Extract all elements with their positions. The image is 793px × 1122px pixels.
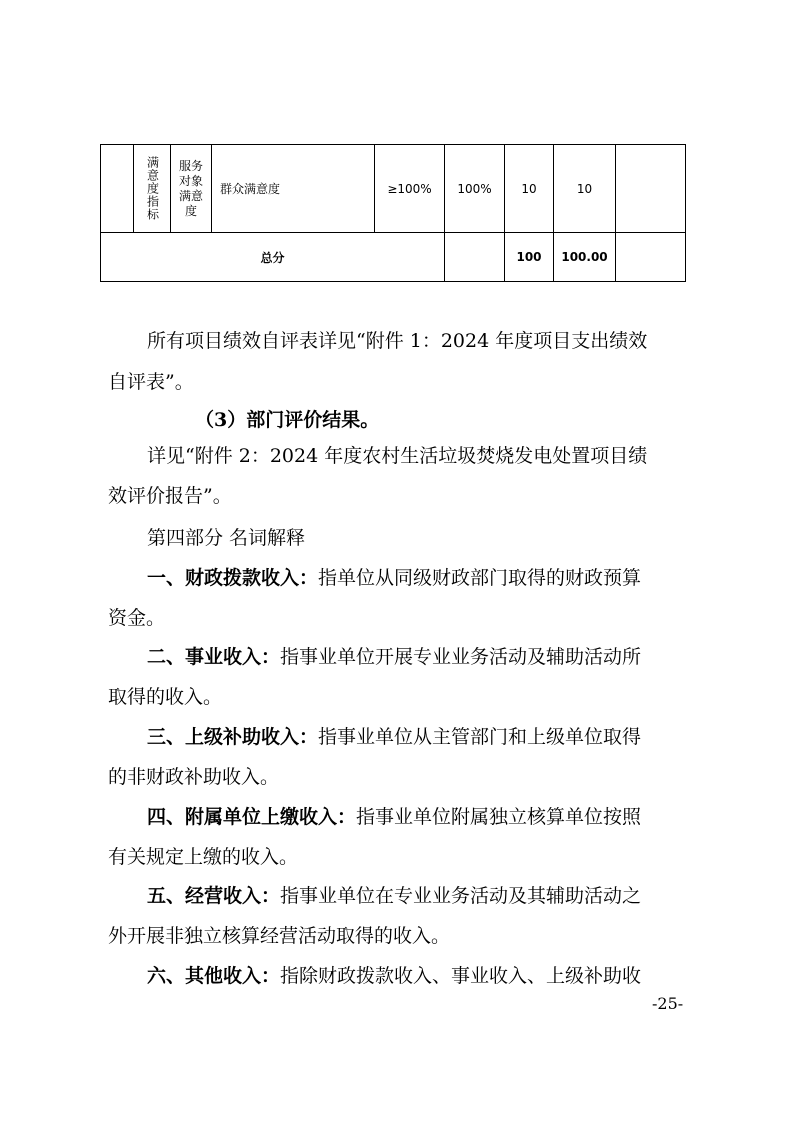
page-number: -25- [652,994,684,1013]
paragraph-line: 详见“附件 2：2024 年度农村生活垃圾焚烧发电处置项目绩 [147,445,648,467]
paragraph-line: 资金。 [108,607,166,629]
table-cell-indicator-name: 群众满意度 [220,182,281,196]
table-total-score: 100.00 [561,250,608,264]
paragraph-line: 自评表”。 [108,371,194,393]
table-cell-target-value: ≥100% [387,181,432,196]
table-total-label: 总分 [260,250,285,265]
table-cell-service-satisfaction: 服务对象满意度 [178,158,203,218]
paragraph-line: 的非财政补助收入。 [108,766,280,788]
paragraph-line: 三、上级补助收入：指事业单位从主管部门和上级单位取得 [147,726,642,748]
table-total-weight: 100 [516,250,542,264]
table-total-note [616,233,685,281]
table-cell-note [616,145,685,232]
table-total-actual [445,233,504,281]
paragraph-line: 效评价报告”。 [108,485,232,507]
performance-table [100,144,686,282]
paragraph-line: 二、事业收入：指事业单位开展专业业务活动及辅助活动所 [147,646,642,668]
paragraph-line: 所有项目绩效自评表详见“附件 1：2024 年度项目支出绩效 [147,330,648,352]
paragraph-line: 六、其他收入：指除财政拨款收入、事业收入、上级补助收 [147,965,642,987]
table-cell-satisfaction-indicator: 满意度指标 [145,156,160,221]
paragraph-line: 一、财政拨款收入：指单位从同级财政部门取得的财政预算 [147,567,642,589]
table-cell-score: 10 [576,181,593,196]
part-heading: 第四部分 名词解释 [147,527,306,549]
paragraph-line: 取得的收入。 [108,686,223,708]
section-heading: （3）部门评价结果。 [195,409,380,431]
paragraph-line: 有关规定上缴的收入。 [108,846,299,868]
table-cell-actual-value: 100% [457,181,492,196]
table-cell-category [101,145,133,232]
paragraph-line: 四、附属单位上缴收入：指事业单位附属独立核算单位按照 [147,806,642,828]
table-cell-weight: 10 [521,181,537,196]
paragraph-line: 外开展非独立核算经营活动取得的收入。 [108,925,451,947]
paragraph-line: 五、经营收入：指事业单位在专业业务活动及其辅助活动之 [147,885,642,907]
